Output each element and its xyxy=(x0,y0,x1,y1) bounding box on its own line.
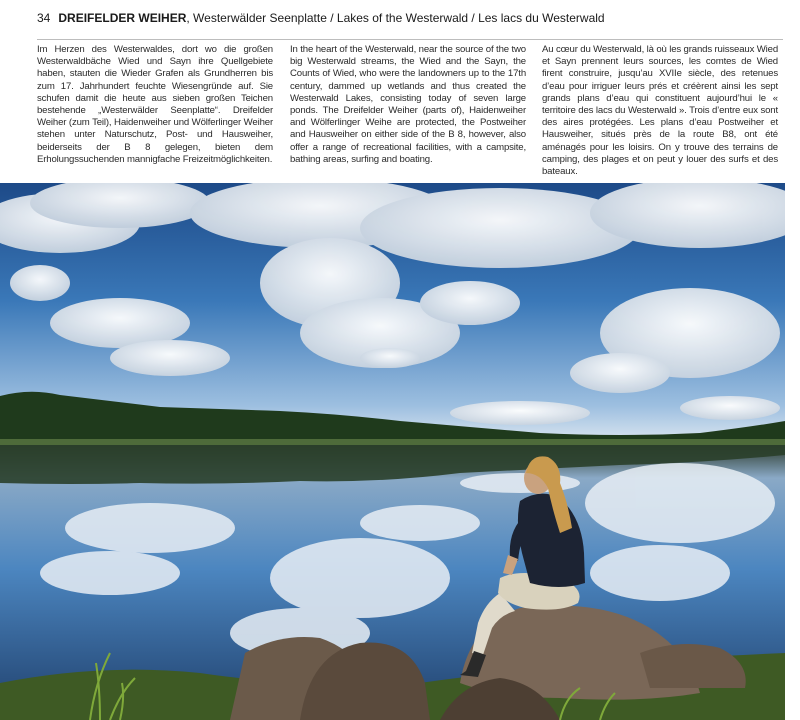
text-column-english: In the heart of the Westerwald, near the source of the two big Westerwald streams, the Wied and the Sayn, the Counts of Wied, who were the landowners up to the 17th century, dammed up wetlands and thus created the Westerwald Lakes, consisting today of seven large ponds. The Dreifelder Weiher (parts of), Haidenweiher and Wölferlinger Weihe are protected, the Postweiher and Hausweiher on either side of the B 8, however, also offer a range of recreational facilities, with a campsite, bathing areas, surfing and boating. xyxy=(290,44,526,165)
header-rule xyxy=(37,39,783,40)
page-number: 34 xyxy=(37,11,51,25)
page-subtitle: , Westerwälder Seenplatte / Lakes of the Westerwald / Les lacs du Westerwald xyxy=(186,11,605,25)
page-title: DREIFELDER WEIHER xyxy=(58,11,187,25)
running-header xyxy=(37,10,787,26)
lake-photograph xyxy=(0,183,785,720)
text-column-german: Im Herzen des Westerwaldes, dort wo die großen Westerwaldbäche Wied und Sayn ihre Quellgebiete haben, stauten die Wieder Grafen als Grundherren bis zum 17. Jahrhundert feuchte Wiesengründe auf. Sie schufen damit die heute aus sieben großen Teichen bestehende „Westerwälder Seenplatte“. Dreifelder Weiher (zum Teil), Haidenweiher und Wölferlinger Weiher stehen unter Naturschutz, Post- und Hausweiher, beiderseits der B 8 gelegen, bieten dem Erholungssuchenden mannigfache Freizeitmöglichkeiten. xyxy=(37,44,273,165)
text-column-french: Au cœur du Westerwald, là où les grands ruisseaux Wied et Sayn prennent leurs sources, les comtes de Wied firent construire, jusqu’au XVIIe siècle, des retenues d’eau pour irriguer leurs prés et créèrent ainsi les sept grands plans d’eau qui constituent aujourd’hui le « territoire des lacs du Westerwald ». Trois d’entre eux sont des aires protégées. Les plans d’eau Postweiher et Hausweiher, situés près de la route B8, ont été aménagés pour les loisirs. On y trouve des terrains de camping, des plages et on peut y louer des surfs et des bateaux. xyxy=(542,44,778,178)
